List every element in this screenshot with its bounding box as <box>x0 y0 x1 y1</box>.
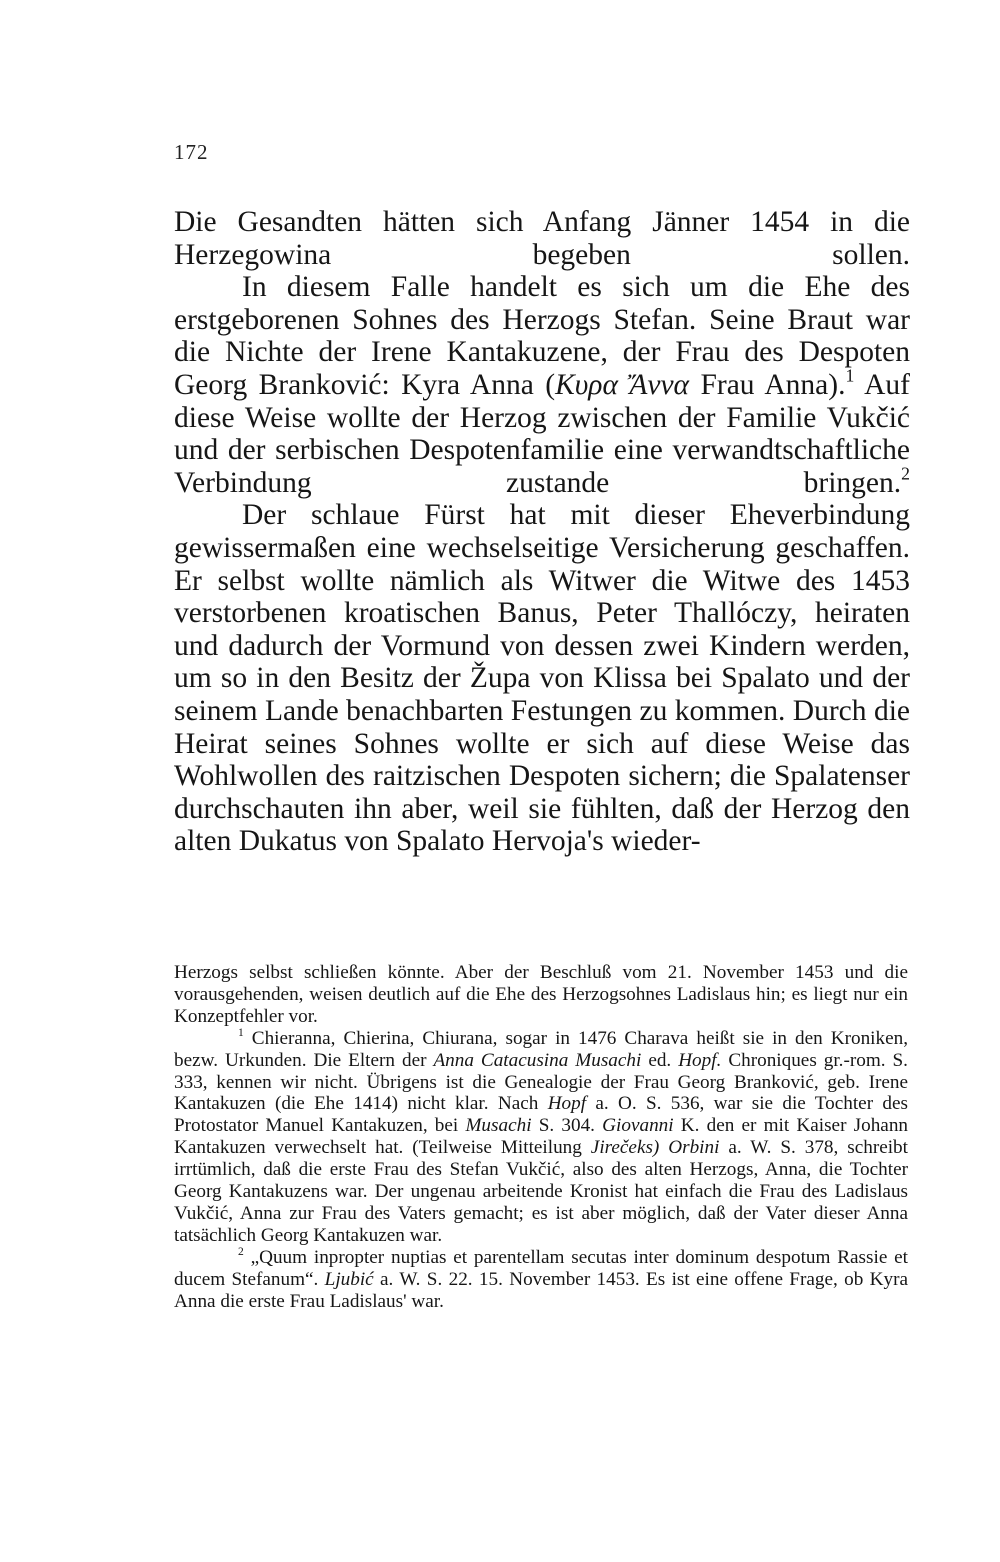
footnote-1-text-a: Chieranna, Chierina, Chiurana, sogar in 1476 Charava heißt sie in den Kroniken, bezw. Urkunden. Die Eltern der <box>174 1027 908 1071</box>
footnote-1-italic-1: Anna Catacusina Musachi <box>433 1049 642 1071</box>
footnote-1-italic-6: Jirečeks) Orbini <box>590 1137 720 1159</box>
greek-name: Κυρα Ἄννα <box>555 368 690 401</box>
paragraph-2 <box>174 271 910 499</box>
paragraph-1-text: Die Gesandten hätten sich Anfang Jänner 1454 in die Herzegowina begeben sollen. <box>174 206 910 271</box>
footnote-1-text-e: S. 304. <box>531 1115 603 1137</box>
footnote-carryover <box>174 962 908 1028</box>
paragraph-3-text: Der schlaue Fürst hat mit dieser Eheverbindung gewissermaßen eine wechselseitige Versicherung geschaffen. Er selbst wollte nämlich als Witwer die Witwe des 1453 verstorbenen kroatischen Banus, Peter Thallóczy, heiraten und dadurch der Vormund von dessen zwei Kindern werden, um so in den Besitz der Župa von Klissa bei Spalato und der seinem Lande benachbarten Festungen zu kommen. Durch die Heirat seines Sohnes wollte er sich auf diese Weise das Wohlwollen des raitzischen Despoten sichern; die Spalatenser durchschauten ihn aber, weil sie fühlten, daß der Herzog den alten Dukatus von Spalato Hervoja's wieder- <box>174 499 910 858</box>
footnote-ref-2: 2 <box>901 463 910 484</box>
paragraph-2-text-c: Auf diese Weise wollte der Herzog zwischen der Familie Vukčić und der serbischen Despotenfamilie eine verwandtschaftliche Verbindung zustande bringen. <box>174 368 910 499</box>
paragraph-2-text-b: Frau Anna). <box>689 368 846 401</box>
footnote-1-text-d: a. O. S. 536, war sie die Tochter des Protostator Manuel Kantakuzen, bei <box>174 1093 908 1137</box>
footnote-ref-1: 1 <box>845 365 855 386</box>
footnote-1-italic-2: Hopf. <box>678 1049 722 1071</box>
footnote-2-text-a: „Quum inpropter nuptias et parentellam secutas inter dominum despotum Rassie et ducem Stefanum“. <box>174 1246 908 1290</box>
footnote-1-italic-3: Hopf <box>547 1093 587 1115</box>
footnote-1-italic-5: Giovanni <box>602 1115 674 1137</box>
paragraph-1 <box>174 206 910 271</box>
footnote-1-text-g: a. W. S. 378, schreibt irrtümlich, daß die erste Frau des Stefan Vukčić, also des alten Herzogs, Anna, die Tochter Georg Kantakuzens war. Der ungenau arbeitende Kronist hat einfach die Frau des Ladislaus Vukčić, Anna zur Frau des Vaters gemacht; es ist aber möglich, daß der Vater dieser Anna tatsächlich Georg Kantakuzen war. <box>174 1137 908 1246</box>
main-text <box>174 206 910 858</box>
footnote-2 <box>174 1247 908 1313</box>
footnote-1 <box>174 1028 908 1247</box>
footnote-1-text-f: K. den er mit Kaiser Johann Kantakuzen verwechselt hat. (Teilweise Mitteilung <box>174 1115 909 1159</box>
paragraph-3 <box>174 499 910 858</box>
footnotes <box>174 962 908 1313</box>
footnote-1-mark: 1 <box>238 1026 244 1039</box>
page-number: 172 <box>174 140 209 164</box>
footnote-1-text-c: Chroniques gr.-rom. S. 333, kennen wir nicht. Übrigens ist die Genealogie der Frau Georg Branković, geb. Irene Kantakuzen (die Ehe 1414) nicht klar. Nach <box>174 1049 908 1115</box>
footnote-carryover-text: Herzogs selbst schließen könnte. Aber der Beschluß vom 21. November 1453 und die vorausgehenden, weisen deutlich auf die Ehe des Herzogsohnes Ladislaus hin; es liegt nur ein Konzeptfehler vor. <box>174 962 908 1027</box>
footnote-2-mark: 2 <box>238 1245 244 1258</box>
paragraph-2-text-a: In diesem Falle handelt es sich um die Ehe des erstgeborenen Sohnes des Herzogs Stefan. Seine Braut war die Nichte der Irene Kantakuzene, der Frau des Despoten Georg Branković: Kyra Anna ( <box>174 271 910 401</box>
footnote-2-italic-1: Ljubić <box>324 1268 374 1290</box>
footnote-2-text-b: a. W. S. 22. 15. November 1453. Es ist eine offene Frage, ob Kyra Anna die erste Frau Ladislaus' war. <box>174 1268 908 1312</box>
footnote-1-text-b: ed. <box>641 1049 679 1071</box>
footnote-1-italic-4: Musachi <box>465 1115 532 1137</box>
